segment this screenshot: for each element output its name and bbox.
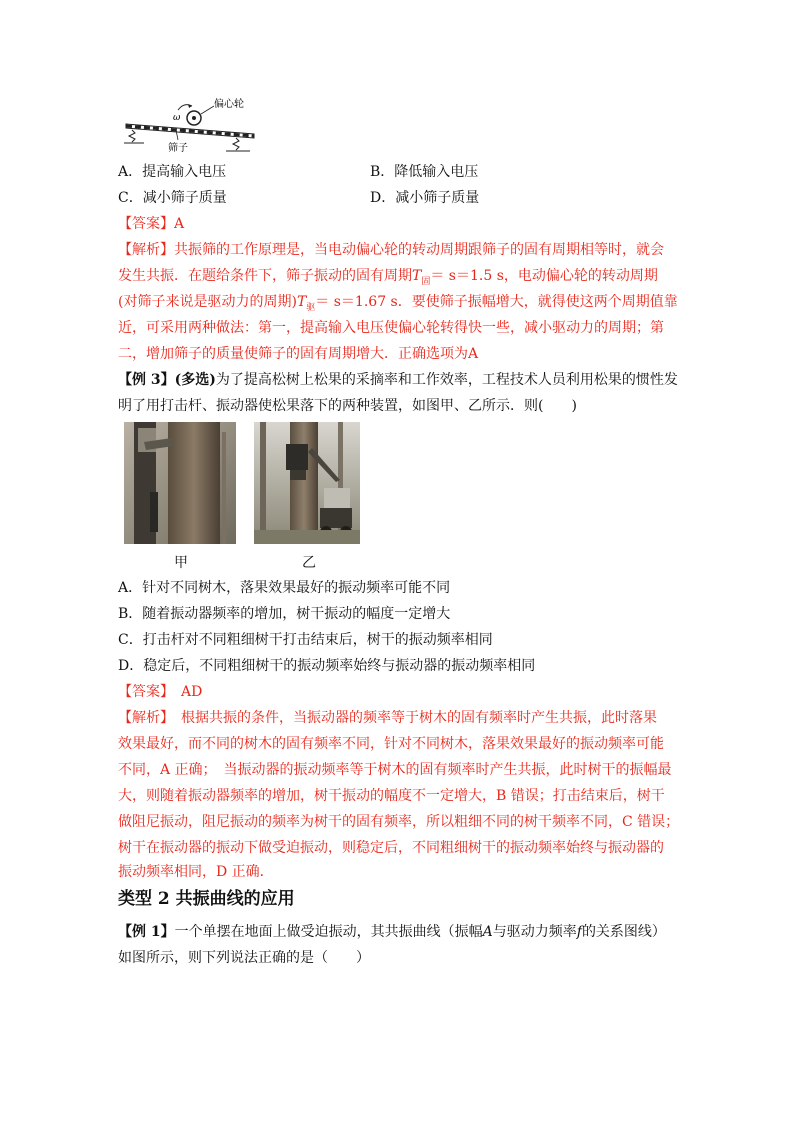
q3-option-d: D．稳定后，不同粗细树干的振动频率始终与振动器的振动频率相同 [118,658,536,674]
period-symbol: T [412,268,422,284]
sieve-label: 筛子 [168,143,188,154]
photo-vibrator [254,422,360,544]
example-3-line-2: 明了用打击杆、振动器使松果落下的两种装置，如图甲、乙所示．则( ) [118,398,577,414]
q1-option-b: B．降低输入电压 [370,164,479,180]
q1-option-c: C．减小筛子质量 [118,190,227,206]
analysis-1-line-2 [118,266,658,292]
q1-option-d: D．减小筛子质量 [370,190,480,206]
multi-choice-tag: (多选) [174,372,216,388]
period-subscript: 驱 [306,302,316,313]
caption-jia: 甲 [174,555,188,571]
sieve-diagram [122,96,262,154]
analysis-3-line-1: 【解析】 根据共振的条件，当振动器的频率等于树木的固有频率时产生共振，此时落果 [118,710,657,726]
q3-option-b: B．随着振动器频率的增加，树干振动的幅度一定增大 [118,606,451,622]
example-1-text: 一个单摆在地面上做受迫振动，其共振曲线（振幅 [174,924,483,940]
analysis-3-line-7: 振动频率相同，D 正确． [118,864,274,880]
analysis-1-line-4: 近，可采用两种做法：第一，提高输入电压使偏心轮转得快一些，减小驱动力的周期；第 [118,320,664,336]
analysis-3-line-6: 树干在振动器的振动下做受迫振动，则稳定后，不同粗细树干的振动频率始终与振动器的 [118,840,664,856]
analysis-1-line-2-text: 发生共振．在题给条件下，筛子振动的固有周期 [118,268,412,284]
period-symbol: T [296,294,307,310]
photo-striker-rod [124,422,236,544]
omega-label: ω [173,113,181,123]
analysis-1-line-5: 二，增加筛子的质量使筛子的固有周期增大．正确选项为A [118,346,479,362]
q1-option-a: A．提高输入电压 [118,164,227,180]
analysis-3-line-2: 效果最好，而不同的树木的固有频率不同，针对不同树木，落果效果最好的振动频率可能 [118,736,664,752]
example-3-text: 为了提高松树上松果的采摘率和工作效率，工程技术人员利用松果的惯性发 [215,372,678,388]
example-label: 【例 3】 [118,372,175,388]
wheel-label: 偏心轮 [214,99,244,110]
analysis-3-line-5: 做阻尼振动，阻尼振动的频率为树干的固有频率，所以粗细不同的树干频率不同，C 错误； [118,814,680,830]
analysis-1-line-3-value: ＝ s＝1.67 s．要使筛子振幅增大，就得使这两个周期值靠 [315,294,678,310]
q3-option-a: A．针对不同树木，落果效果最好的振动频率可能不同 [118,580,451,596]
example-1-line-2: 如图所示，则下列说法正确的是（ ） [118,950,370,966]
example-3-line-1 [118,370,678,390]
analysis-3-line-4: 大，则随着振动器频率的增加，树干振动的幅度不一定增大，B 错误；打击结束后，树干 [118,788,665,804]
analysis-1-line-2-value: ＝ s＝1.5 s，电动偏心轮的转动周期 [430,268,658,284]
q3-option-c: C．打击杆对不同粗细树干打击结束后，树干的振动频率相同 [118,632,493,648]
example-label: 【例 1】 [118,924,175,940]
frequency-symbol: f [576,924,582,940]
analysis-1-line-3 [118,292,678,318]
analysis-1-line-3-text: (对筛子来说是驱动力的周期) [118,294,297,310]
analysis-1-line-1: 【解析】共振筛的工作原理是，当电动偏心轮的转动周期跟筛子的固有周期相等时，就会 [118,242,664,258]
example-1-line-1 [118,922,666,942]
caption-yi: 乙 [302,555,316,571]
example-1-text-3: 的关系图线） [581,924,666,940]
answer-1: 【答案】A [118,216,185,232]
amplitude-symbol: A [482,924,493,940]
section-title: 类型 2 共振曲线的应用 [118,889,295,909]
answer-3: 【答案】 AD [118,684,203,700]
period-subscript: 固 [421,276,431,287]
example-1-text-2: 与驱动力频率 [492,924,577,940]
analysis-3-line-3: 不同，A 正确； 当振动器的振动频率等于树木的固有频率时产生共振，此时树干的振幅最 [118,762,672,778]
